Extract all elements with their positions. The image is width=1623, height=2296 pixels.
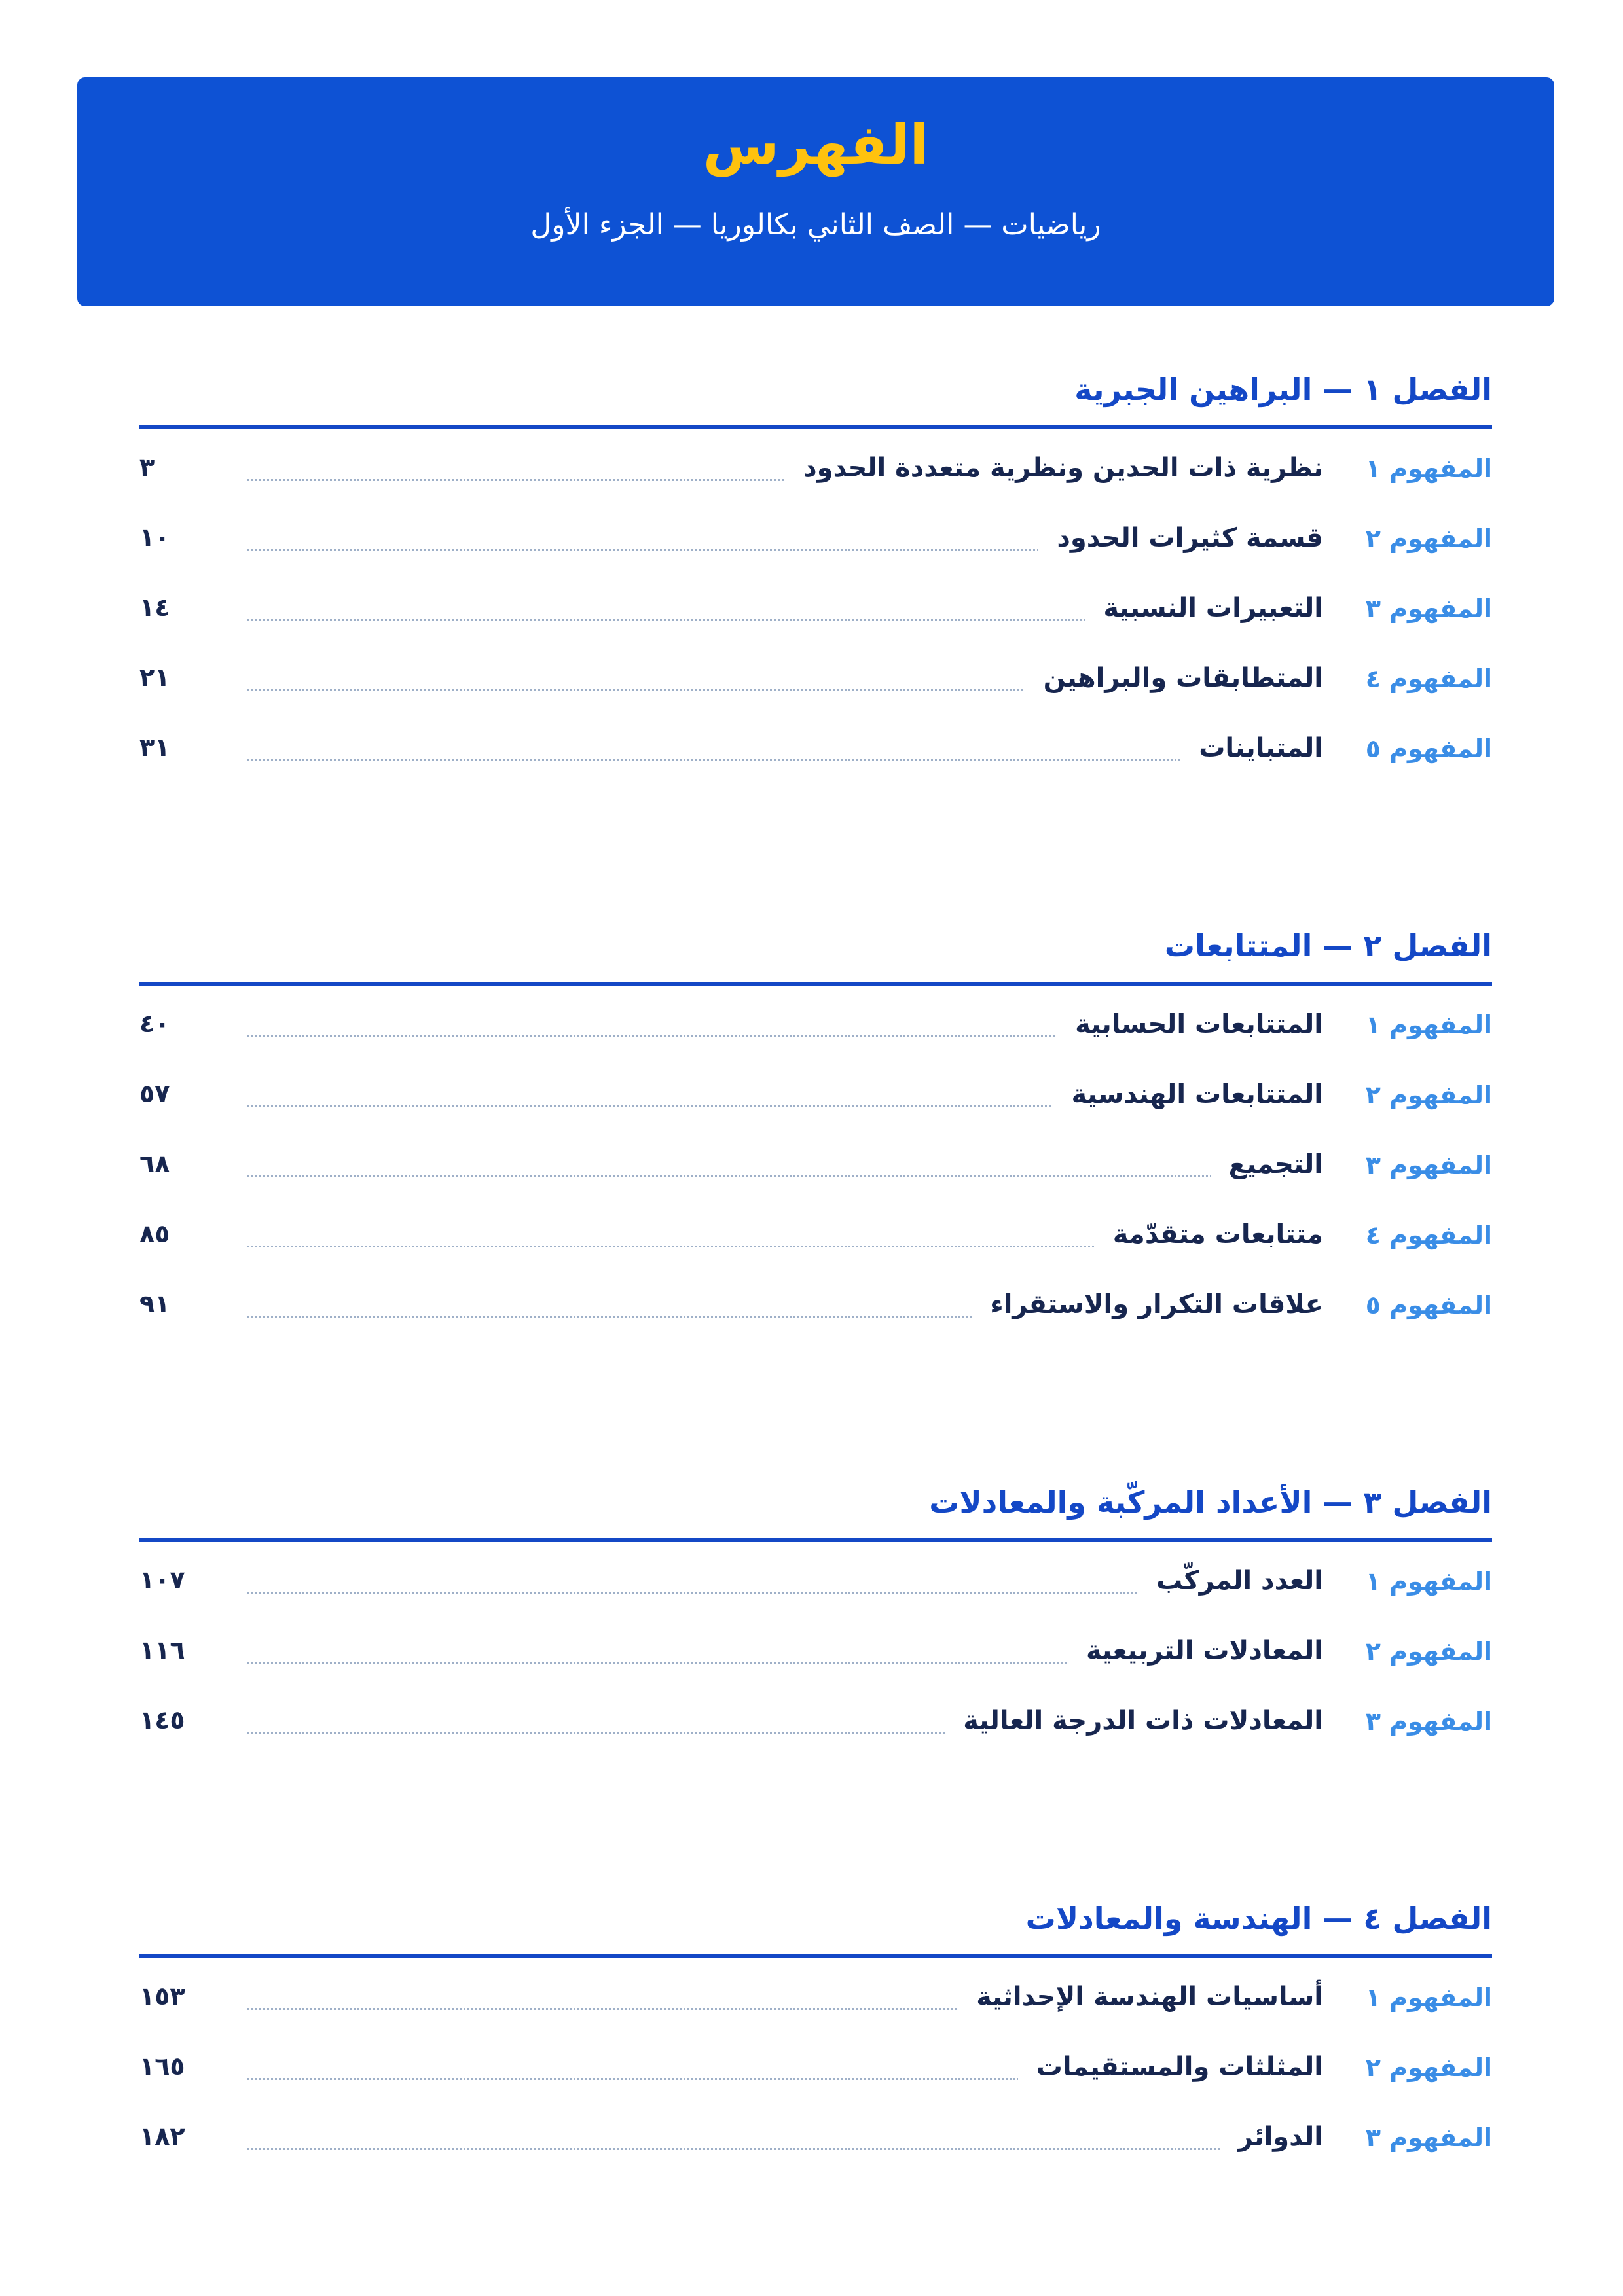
lesson-title: متتابعات متقدّمة — [1095, 1219, 1323, 1249]
concept-label: المفهوم ١ — [1365, 1011, 1492, 1039]
chapter-section — [139, 1895, 1492, 2168]
toc-entry[interactable] — [139, 2028, 1492, 2098]
lesson-title: علاقات التكرار والاستقراء — [972, 1289, 1323, 1319]
page-number: ٨٥ — [139, 1219, 170, 1248]
page-number: ١٠٧ — [139, 1566, 185, 1594]
concept-label: المفهوم ٢ — [1365, 2053, 1492, 2082]
page-number: ٣١ — [139, 733, 170, 762]
lesson-title: قسمة كثيرات الحدود — [1038, 523, 1323, 553]
chapter-section — [139, 1479, 1492, 1752]
concept-label: المفهوم ١ — [1365, 1567, 1492, 1596]
concept-label: المفهوم ٣ — [1365, 594, 1492, 623]
toc-entry[interactable] — [139, 1266, 1492, 1336]
chapter-title: الفصل ٢ — المتتابعات — [139, 923, 1492, 986]
header-banner — [77, 77, 1554, 306]
concept-label: المفهوم ٤ — [1365, 1221, 1492, 1249]
toc-entry[interactable] — [139, 1196, 1492, 1266]
concept-label: المفهوم ٢ — [1365, 1637, 1492, 1666]
concept-label: المفهوم ١ — [1365, 454, 1492, 483]
toc-entry[interactable] — [139, 639, 1492, 709]
page-number: ٣ — [139, 453, 155, 482]
lesson-title: المتتابعات الهندسية — [1053, 1079, 1323, 1109]
toc-entry[interactable] — [139, 499, 1492, 569]
chapter-section — [139, 923, 1492, 1336]
toc-entry[interactable] — [139, 2098, 1492, 2168]
dot-leader — [247, 1175, 1323, 1177]
toc-entry[interactable] — [139, 1126, 1492, 1196]
toc-entry[interactable] — [139, 429, 1492, 499]
toc-entry[interactable] — [139, 1056, 1492, 1126]
page-number: ١٤ — [139, 593, 170, 622]
dot-leader — [247, 2148, 1323, 2150]
chapter-title: الفصل ٣ — الأعداد المركّبة والمعادلات — [139, 1479, 1492, 1542]
toc-entry[interactable] — [139, 1612, 1492, 1682]
concept-label: المفهوم ٥ — [1365, 1291, 1492, 1319]
lesson-title: نظرية ذات الحدين ونظرية متعددة الحدود — [785, 453, 1323, 483]
lesson-title: المعادلات ذات الدرجة العالية — [945, 1706, 1323, 1736]
page-number: ٤٠ — [139, 1009, 170, 1038]
concept-label: المفهوم ٣ — [1365, 1151, 1492, 1179]
lesson-title: المتباينات — [1180, 733, 1323, 763]
lesson-title: المثلثات والمستقيمات — [1018, 2052, 1323, 2082]
toc-entry[interactable] — [139, 1682, 1492, 1752]
concept-label: المفهوم ٣ — [1365, 2123, 1492, 2152]
toc-entry[interactable] — [139, 569, 1492, 639]
chapter-section — [139, 367, 1492, 780]
lesson-title: التجميع — [1211, 1149, 1323, 1179]
lesson-title: العدد المركّب — [1138, 1566, 1323, 1596]
page-number: ٩١ — [139, 1289, 170, 1318]
page-number: ١٥٣ — [139, 1982, 185, 2011]
page-number: ١٠ — [139, 523, 170, 552]
page-number: ٥٧ — [139, 1079, 170, 1108]
page-number: ٦٨ — [139, 1149, 170, 1178]
concept-label: المفهوم ٤ — [1365, 664, 1492, 693]
concept-label: المفهوم ١ — [1365, 1983, 1492, 2012]
lesson-title: المتتابعات الحسابية — [1057, 1009, 1323, 1039]
toc-entry[interactable] — [139, 1542, 1492, 1612]
page-number: ٢١ — [139, 663, 170, 692]
concept-label: المفهوم ٣ — [1365, 1707, 1492, 1736]
concept-label: المفهوم ٢ — [1365, 524, 1492, 553]
lesson-title: التعبيرات النسبية — [1085, 593, 1323, 623]
toc-entry[interactable] — [139, 986, 1492, 1056]
page-number: ١٤٥ — [139, 1706, 185, 1734]
concept-label: المفهوم ٢ — [1365, 1081, 1492, 1109]
lesson-title: الدوائر — [1220, 2122, 1323, 2152]
page-title: الفهرس — [702, 113, 929, 177]
lesson-title: المتطابقات والبراهين — [1025, 663, 1323, 693]
toc-entry[interactable] — [139, 1958, 1492, 2028]
chapter-title: الفصل ١ — البراهين الجبرية — [139, 367, 1492, 429]
page-number: ١٨٢ — [139, 2122, 185, 2151]
page-subtitle: رياضيات — الصف الثاني بكالوريا — الجزء الأول — [530, 208, 1101, 242]
chapter-title: الفصل ٤ — الهندسة والمعادلات — [139, 1895, 1492, 1958]
lesson-title: أساسيات الهندسة الإحداثية — [958, 1982, 1323, 2012]
lesson-title: المعادلات التربيعية — [1068, 1636, 1323, 1666]
page-number: ١٦٥ — [139, 2052, 185, 2081]
toc-entry[interactable] — [139, 709, 1492, 780]
dot-leader — [247, 759, 1323, 761]
page-number: ١١٦ — [139, 1636, 185, 1664]
concept-label: المفهوم ٥ — [1365, 734, 1492, 763]
